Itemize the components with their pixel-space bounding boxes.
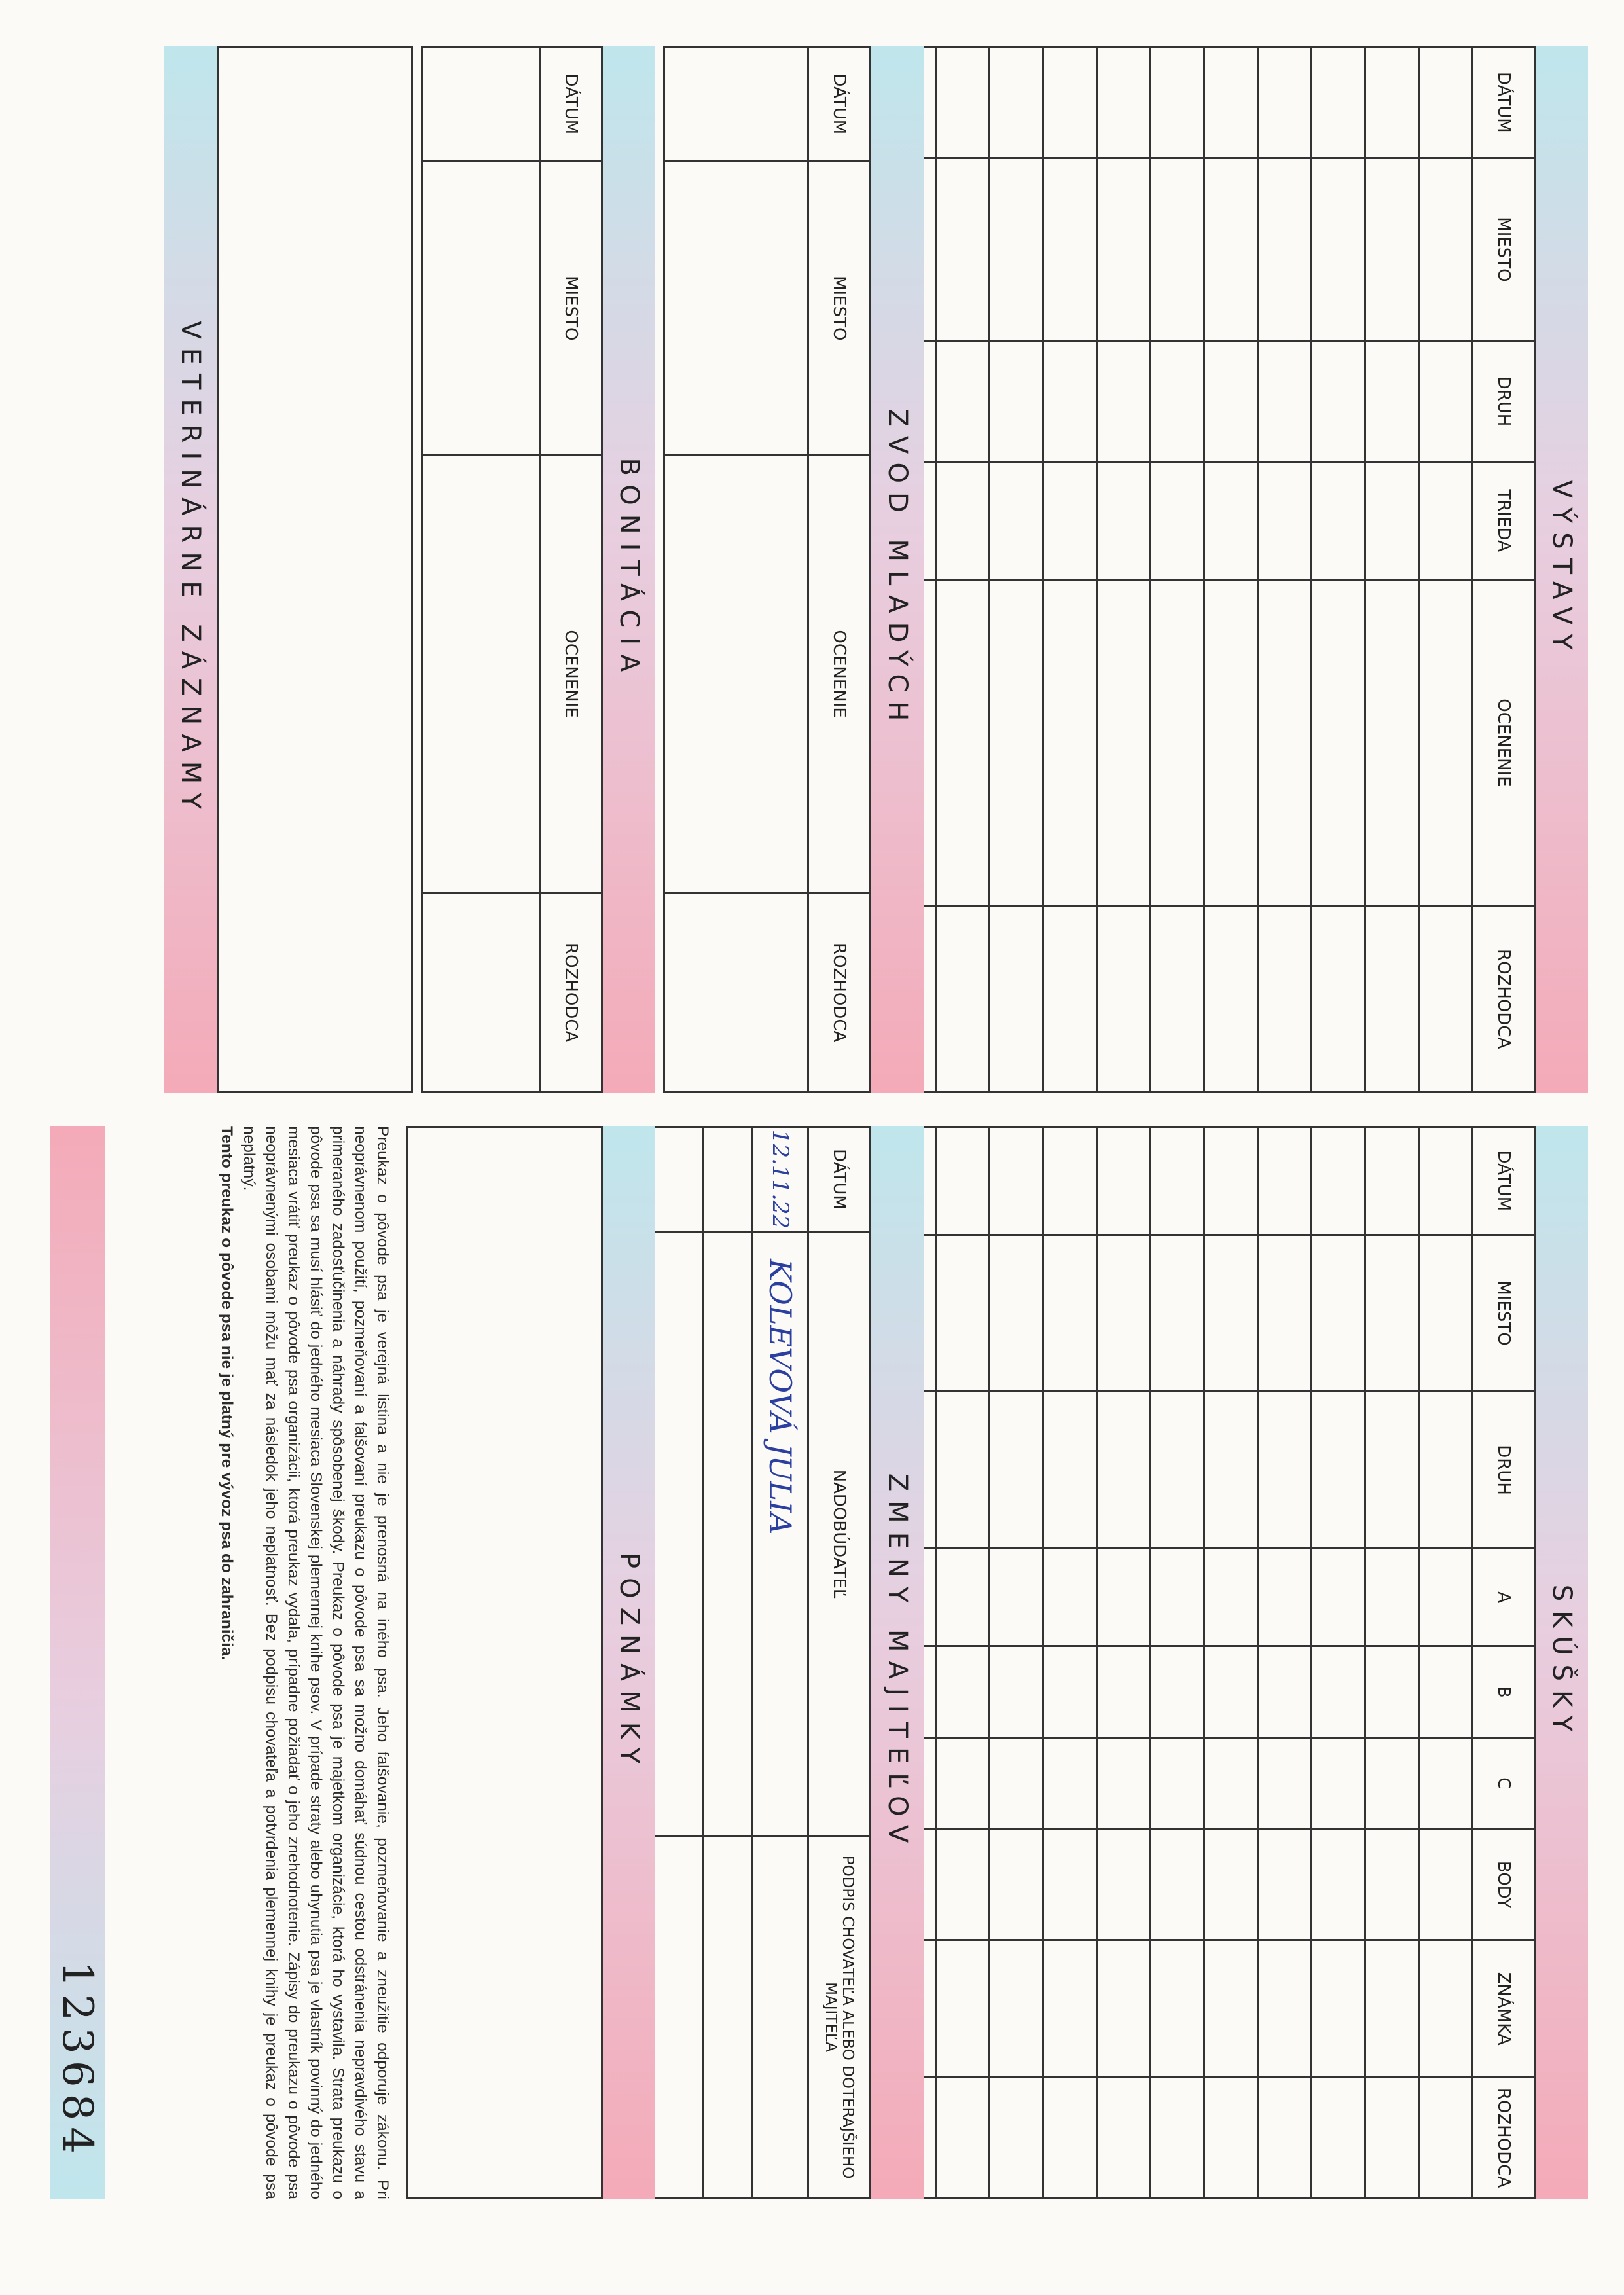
table-cell bbox=[936, 1392, 990, 1548]
skusky-col-body: BODY bbox=[1473, 1829, 1535, 1940]
table-cell bbox=[1204, 1548, 1258, 1646]
zvod-mladych-col-miesto: MIESTO bbox=[808, 161, 871, 455]
table-cell bbox=[1419, 461, 1473, 579]
legal-text: Preukaz o pôvode psa je verejná listina a nie je prenosná na iného psa. Jeho falšovanie, pozmeňovanie a zneužitie odporuje zákonu. Pri neoprávnenom použití, pozmeňovaní a falšovaní preukazu o pôvode psa sa možno domáhať súdnou cestou odstránenia nepravdivého stavu a primeraného zadosťučinenia a náhrady spôsobenej škody. Preukaz o pôvode psa je majetkom organizácie, ktorá ho vystavila. Strata preukazu o pôvode psa sa musí hlásiť do jedného mesiaca Slovenskej plemennej knihe psov. V prípade straty alebo uhynutia psa je vlastník povinný do jedného mesiaca vrátiť preukaz o pôvode psa organizácii, ktorá preukaz vydala, prípadne požiadať o jeho znehodnotenie. Zápisy do preukazu o pôvode psa neoprávnenými osobami môžu mať za následok jeho neplatnosť. Bez podpisu chovateľa a potvrdenia plemennej knihy je preukaz o pôvode psa neplatný. bbox=[240, 1126, 391, 2199]
table-cell bbox=[1204, 1940, 1258, 2078]
table-cell bbox=[1258, 2078, 1312, 2199]
zvod-mladych-header-row bbox=[808, 47, 871, 1093]
skusky-table bbox=[827, 1126, 1536, 2199]
skusky-col-rozhodca: ROZHODCA bbox=[1473, 2078, 1535, 2199]
table-cell bbox=[990, 1646, 1043, 1738]
table-cell bbox=[1419, 579, 1473, 906]
table-cell bbox=[1258, 1127, 1312, 1235]
zmeny-row-podpis bbox=[753, 1836, 808, 2199]
table-cell bbox=[1204, 461, 1258, 579]
table-row bbox=[1043, 1127, 1097, 2199]
zvod-mladych-col-ocenenie: OCENENIE bbox=[808, 455, 871, 893]
table-cell bbox=[1151, 1235, 1204, 1392]
vystavy-col-rozhodca: ROZHODCA bbox=[1473, 906, 1535, 1093]
vystavy-table bbox=[827, 46, 1536, 1093]
table-cell bbox=[1419, 341, 1473, 462]
table-cell bbox=[1151, 158, 1204, 340]
table-cell bbox=[1097, 341, 1151, 462]
table-row bbox=[1043, 47, 1097, 1093]
table-row bbox=[1258, 47, 1312, 1093]
table-cell bbox=[1097, 579, 1151, 906]
vystavy-col-miesto: MIESTO bbox=[1473, 158, 1535, 340]
table-cell bbox=[1312, 47, 1365, 158]
table-cell bbox=[1204, 341, 1258, 462]
table-cell bbox=[936, 1646, 990, 1738]
table-row bbox=[1419, 1127, 1473, 2199]
table-cell bbox=[1097, 1392, 1151, 1548]
table-cell bbox=[1151, 1646, 1204, 1738]
table-cell bbox=[1204, 158, 1258, 340]
skusky-col-b: B bbox=[1473, 1646, 1535, 1738]
table-cell bbox=[1151, 461, 1204, 579]
table-cell bbox=[1258, 1829, 1312, 1940]
table-cell bbox=[1258, 906, 1312, 1093]
table-cell bbox=[1258, 341, 1312, 462]
table-cell bbox=[1204, 1235, 1258, 1392]
table-cell bbox=[1365, 1548, 1419, 1646]
table-cell bbox=[1419, 2078, 1473, 2199]
table-cell bbox=[1312, 2078, 1365, 2199]
table-cell bbox=[1258, 158, 1312, 340]
table-cell bbox=[1097, 1127, 1151, 1235]
table-cell bbox=[990, 579, 1043, 906]
table-cell bbox=[990, 1392, 1043, 1548]
table-cell bbox=[1043, 158, 1097, 340]
table-row bbox=[990, 47, 1043, 1093]
table-cell bbox=[1365, 47, 1419, 158]
table-cell bbox=[1151, 906, 1204, 1093]
table-cell bbox=[1365, 2078, 1419, 2199]
table-row bbox=[990, 1127, 1043, 2199]
table-cell bbox=[1204, 1127, 1258, 1235]
table-cell bbox=[1365, 1235, 1419, 1392]
table-cell bbox=[936, 1738, 990, 1830]
table-cell bbox=[990, 461, 1043, 579]
table-cell bbox=[1097, 1940, 1151, 2078]
table-cell bbox=[1097, 1548, 1151, 1646]
skusky-col-datum: DÁTUM bbox=[1473, 1127, 1535, 1235]
veterinarne-title: VETERINÁRNE ZÁZNAMY bbox=[175, 321, 206, 818]
skusky-col-znamka: ZNÁMKA bbox=[1473, 1940, 1535, 2078]
table-cell bbox=[1204, 1646, 1258, 1738]
table-row bbox=[655, 1127, 704, 2199]
table-cell bbox=[1097, 1738, 1151, 1830]
table-cell bbox=[1419, 1738, 1473, 1830]
zvod-mladych-col-rozhodca: ROZHODCA bbox=[808, 893, 871, 1093]
table-cell bbox=[1043, 47, 1097, 158]
table-cell bbox=[1419, 906, 1473, 1093]
bonitacia-table bbox=[421, 46, 603, 1093]
table-cell bbox=[1204, 1829, 1258, 1940]
table-cell bbox=[1043, 461, 1097, 579]
table-cell bbox=[1312, 158, 1365, 340]
zmeny-majitelov-table bbox=[653, 1126, 871, 2199]
table-cell bbox=[1043, 1127, 1097, 1235]
table-cell bbox=[1151, 341, 1204, 462]
table-row bbox=[1365, 1127, 1419, 2199]
table-cell bbox=[1151, 1829, 1204, 1940]
table-cell bbox=[936, 1940, 990, 2078]
vystavy-col-ocenenie: OCENENIE bbox=[1473, 579, 1535, 906]
table-cell bbox=[1043, 1392, 1097, 1548]
table-cell bbox=[1365, 1829, 1419, 1940]
table-row bbox=[1258, 1127, 1312, 2199]
table-cell bbox=[936, 461, 990, 579]
poznamky-box bbox=[406, 1126, 603, 2199]
legal-bold: Tento preukaz o pôvode psa nie je platný pre vývoz psa do zahraničia. bbox=[218, 1126, 236, 1661]
zvod-mladych-band bbox=[871, 46, 924, 1093]
bonitacia-col-ocenenie: OCENENIE bbox=[540, 455, 602, 893]
table-cell bbox=[1258, 47, 1312, 158]
table-cell bbox=[1365, 1646, 1419, 1738]
table-cell bbox=[1312, 1392, 1365, 1548]
table-cell bbox=[1097, 1646, 1151, 1738]
table-cell bbox=[1365, 341, 1419, 462]
table-cell bbox=[990, 47, 1043, 158]
bonitacia-band bbox=[603, 46, 655, 1093]
bonitacia-col-datum: DÁTUM bbox=[540, 47, 602, 162]
table-cell bbox=[1258, 579, 1312, 906]
skusky-col-c: C bbox=[1473, 1738, 1535, 1830]
table-row bbox=[1151, 47, 1204, 1093]
table-cell bbox=[1043, 1829, 1097, 1940]
table-cell bbox=[1097, 1235, 1151, 1392]
table-cell bbox=[1204, 906, 1258, 1093]
table-row bbox=[1419, 47, 1473, 1093]
skusky-col-druh: DRUH bbox=[1473, 1392, 1535, 1548]
table-cell bbox=[1097, 47, 1151, 158]
table-cell bbox=[1097, 158, 1151, 340]
vystavy-rows bbox=[829, 47, 1473, 1093]
bonitacia-header-row bbox=[540, 47, 602, 1093]
table-cell bbox=[990, 2078, 1043, 2199]
table-row bbox=[1312, 47, 1365, 1093]
zmeny-row-datum: 12.11.22 bbox=[753, 1127, 808, 1232]
vystavy-col-trieda: TRIEDA bbox=[1473, 461, 1535, 579]
table-cell bbox=[1312, 1548, 1365, 1646]
table-cell bbox=[1204, 2078, 1258, 2199]
table-cell bbox=[1097, 906, 1151, 1093]
table-cell bbox=[1419, 1548, 1473, 1646]
table-cell bbox=[1365, 1127, 1419, 1235]
table-cell bbox=[1365, 158, 1419, 340]
table-cell bbox=[1365, 461, 1419, 579]
table-cell bbox=[990, 1548, 1043, 1646]
table-cell bbox=[1312, 1127, 1365, 1235]
vystavy-header-row bbox=[1473, 47, 1535, 1093]
vystavy-section bbox=[933, 46, 1588, 1093]
zmeny-majitelov-section bbox=[662, 1126, 924, 2199]
table-cell bbox=[1204, 1392, 1258, 1548]
table-cell bbox=[1258, 1548, 1312, 1646]
table-cell bbox=[1312, 1829, 1365, 1940]
zmeny-majitelov-title: ZMENY MAJITEĽOV bbox=[882, 1473, 912, 1852]
skusky-title: SKÚŠKY bbox=[1547, 1584, 1577, 1741]
table-cell bbox=[1258, 1235, 1312, 1392]
table-cell bbox=[1204, 579, 1258, 906]
bonitacia-title: BONITÁCIA bbox=[614, 458, 644, 681]
table-cell bbox=[1258, 461, 1312, 579]
serial-number: 123684 bbox=[53, 1961, 102, 2160]
table-cell bbox=[1365, 1738, 1419, 1830]
table-cell bbox=[1151, 1548, 1204, 1646]
table-cell bbox=[990, 1829, 1043, 1940]
vystavy-col-druh: DRUH bbox=[1473, 341, 1535, 462]
table-row bbox=[704, 1127, 753, 2199]
table-cell bbox=[1151, 47, 1204, 158]
table-row bbox=[753, 1127, 808, 2199]
table-cell bbox=[1097, 2078, 1151, 2199]
bonitacia-section bbox=[420, 46, 655, 1093]
poznamky-title: POZNÁMKY bbox=[614, 1552, 644, 1773]
zvod-mladych-section bbox=[662, 46, 924, 1093]
table-cell bbox=[1312, 341, 1365, 462]
table-cell bbox=[1419, 1235, 1473, 1392]
table-cell bbox=[1312, 1646, 1365, 1738]
table-cell bbox=[1151, 1738, 1204, 1830]
zmeny-majitelov-header-row bbox=[808, 1127, 871, 2199]
table-cell bbox=[1258, 1392, 1312, 1548]
vystavy-band bbox=[1536, 46, 1588, 1093]
poznamky-section bbox=[406, 1126, 655, 2199]
table-cell bbox=[1043, 1548, 1097, 1646]
table-cell bbox=[1312, 1738, 1365, 1830]
bonitacia-col-rozhodca: ROZHODCA bbox=[540, 893, 602, 1093]
skusky-rows bbox=[829, 1127, 1473, 2199]
poznamky-band bbox=[603, 1126, 655, 2199]
table-cell bbox=[1365, 1940, 1419, 2078]
table-cell bbox=[1419, 1127, 1473, 1235]
table-cell bbox=[1043, 1940, 1097, 2078]
table-cell bbox=[1097, 461, 1151, 579]
table-cell bbox=[990, 1127, 1043, 1235]
table-cell bbox=[1151, 2078, 1204, 2199]
bonitacia-col-miesto: MIESTO bbox=[540, 161, 602, 455]
table-cell bbox=[1419, 158, 1473, 340]
veterinarne-band bbox=[164, 46, 217, 1093]
table-cell bbox=[990, 1235, 1043, 1392]
table-row bbox=[936, 1127, 990, 2199]
table-cell bbox=[1043, 2078, 1097, 2199]
zmeny-col-datum: DÁTUM bbox=[808, 1127, 871, 1232]
legal-notice bbox=[215, 1126, 393, 2199]
serial-band bbox=[50, 1126, 105, 2199]
table-row bbox=[936, 47, 990, 1093]
table-cell bbox=[1097, 1829, 1151, 1940]
table-cell bbox=[1258, 1738, 1312, 1830]
table-cell bbox=[1365, 906, 1419, 1093]
table-cell bbox=[990, 1738, 1043, 1830]
veterinarne-box bbox=[217, 46, 413, 1093]
veterinarne-section bbox=[164, 46, 413, 1093]
skusky-header-row bbox=[1473, 1127, 1535, 2199]
table-cell bbox=[1312, 461, 1365, 579]
table-cell bbox=[1043, 341, 1097, 462]
vystavy-col-datum: DÁTUM bbox=[1473, 47, 1535, 158]
skusky-section bbox=[933, 1126, 1588, 2199]
table-cell bbox=[936, 906, 990, 1093]
table-row bbox=[422, 47, 540, 1093]
table-row bbox=[1365, 47, 1419, 1093]
table-cell bbox=[936, 1235, 990, 1392]
zvod-mladych-title: ZVOD MLADÝCH bbox=[882, 408, 912, 731]
table-cell bbox=[1043, 579, 1097, 906]
table-cell bbox=[936, 158, 990, 340]
zmeny-row-nadobudatel: KOLEVOVÁ JULIA bbox=[753, 1231, 808, 1835]
table-cell bbox=[1043, 1235, 1097, 1392]
table-row bbox=[1312, 1127, 1365, 2199]
table-cell bbox=[990, 906, 1043, 1093]
table-cell bbox=[1151, 1392, 1204, 1548]
table-row bbox=[1151, 1127, 1204, 2199]
table-cell bbox=[1204, 47, 1258, 158]
table-cell bbox=[1043, 1646, 1097, 1738]
table-cell bbox=[1151, 579, 1204, 906]
table-cell bbox=[1312, 1940, 1365, 2078]
table-cell bbox=[990, 341, 1043, 462]
skusky-col-miesto: MIESTO bbox=[1473, 1235, 1535, 1392]
table-cell bbox=[936, 341, 990, 462]
table-row bbox=[1097, 1127, 1151, 2199]
table-cell bbox=[936, 2078, 990, 2199]
serial-section bbox=[50, 1126, 105, 2199]
vystavy-title: VÝSTAVY bbox=[1547, 480, 1577, 659]
table-cell bbox=[1419, 47, 1473, 158]
table-cell bbox=[1312, 1235, 1365, 1392]
table-row bbox=[664, 47, 808, 1093]
table-cell bbox=[1043, 906, 1097, 1093]
zvod-mladych-col-datum: DÁTUM bbox=[808, 47, 871, 162]
table-cell bbox=[1151, 1127, 1204, 1235]
table-cell bbox=[936, 579, 990, 906]
table-row bbox=[1204, 47, 1258, 1093]
zmeny-majitelov-band bbox=[871, 1126, 924, 2199]
table-cell bbox=[1365, 1392, 1419, 1548]
table-cell bbox=[936, 47, 990, 158]
table-cell bbox=[1312, 906, 1365, 1093]
table-cell bbox=[1419, 1829, 1473, 1940]
table-row bbox=[1204, 1127, 1258, 2199]
table-cell bbox=[936, 1548, 990, 1646]
table-cell bbox=[1258, 1646, 1312, 1738]
zvod-mladych-table bbox=[663, 46, 871, 1093]
table-cell bbox=[1204, 1738, 1258, 1830]
zmeny-col-podpis: PODPIS CHOVATEĽA ALEBO DOTERAJŠIEHO MAJITEĽA bbox=[808, 1836, 871, 2199]
skusky-col-a: A bbox=[1473, 1548, 1535, 1646]
table-row bbox=[1097, 47, 1151, 1093]
skusky-band bbox=[1536, 1126, 1588, 2199]
table-cell bbox=[990, 158, 1043, 340]
table-cell bbox=[1312, 579, 1365, 906]
table-cell bbox=[1419, 1940, 1473, 2078]
table-cell bbox=[1365, 579, 1419, 906]
table-cell bbox=[1419, 1646, 1473, 1738]
table-cell bbox=[936, 1127, 990, 1235]
table-cell bbox=[990, 1940, 1043, 2078]
table-cell bbox=[1151, 1940, 1204, 2078]
table-cell bbox=[1258, 1940, 1312, 2078]
table-cell bbox=[1419, 1392, 1473, 1548]
zmeny-col-nadobudatel: NADOBÚDATEĽ bbox=[808, 1231, 871, 1835]
table-cell bbox=[1043, 1738, 1097, 1830]
table-cell bbox=[936, 1829, 990, 1940]
